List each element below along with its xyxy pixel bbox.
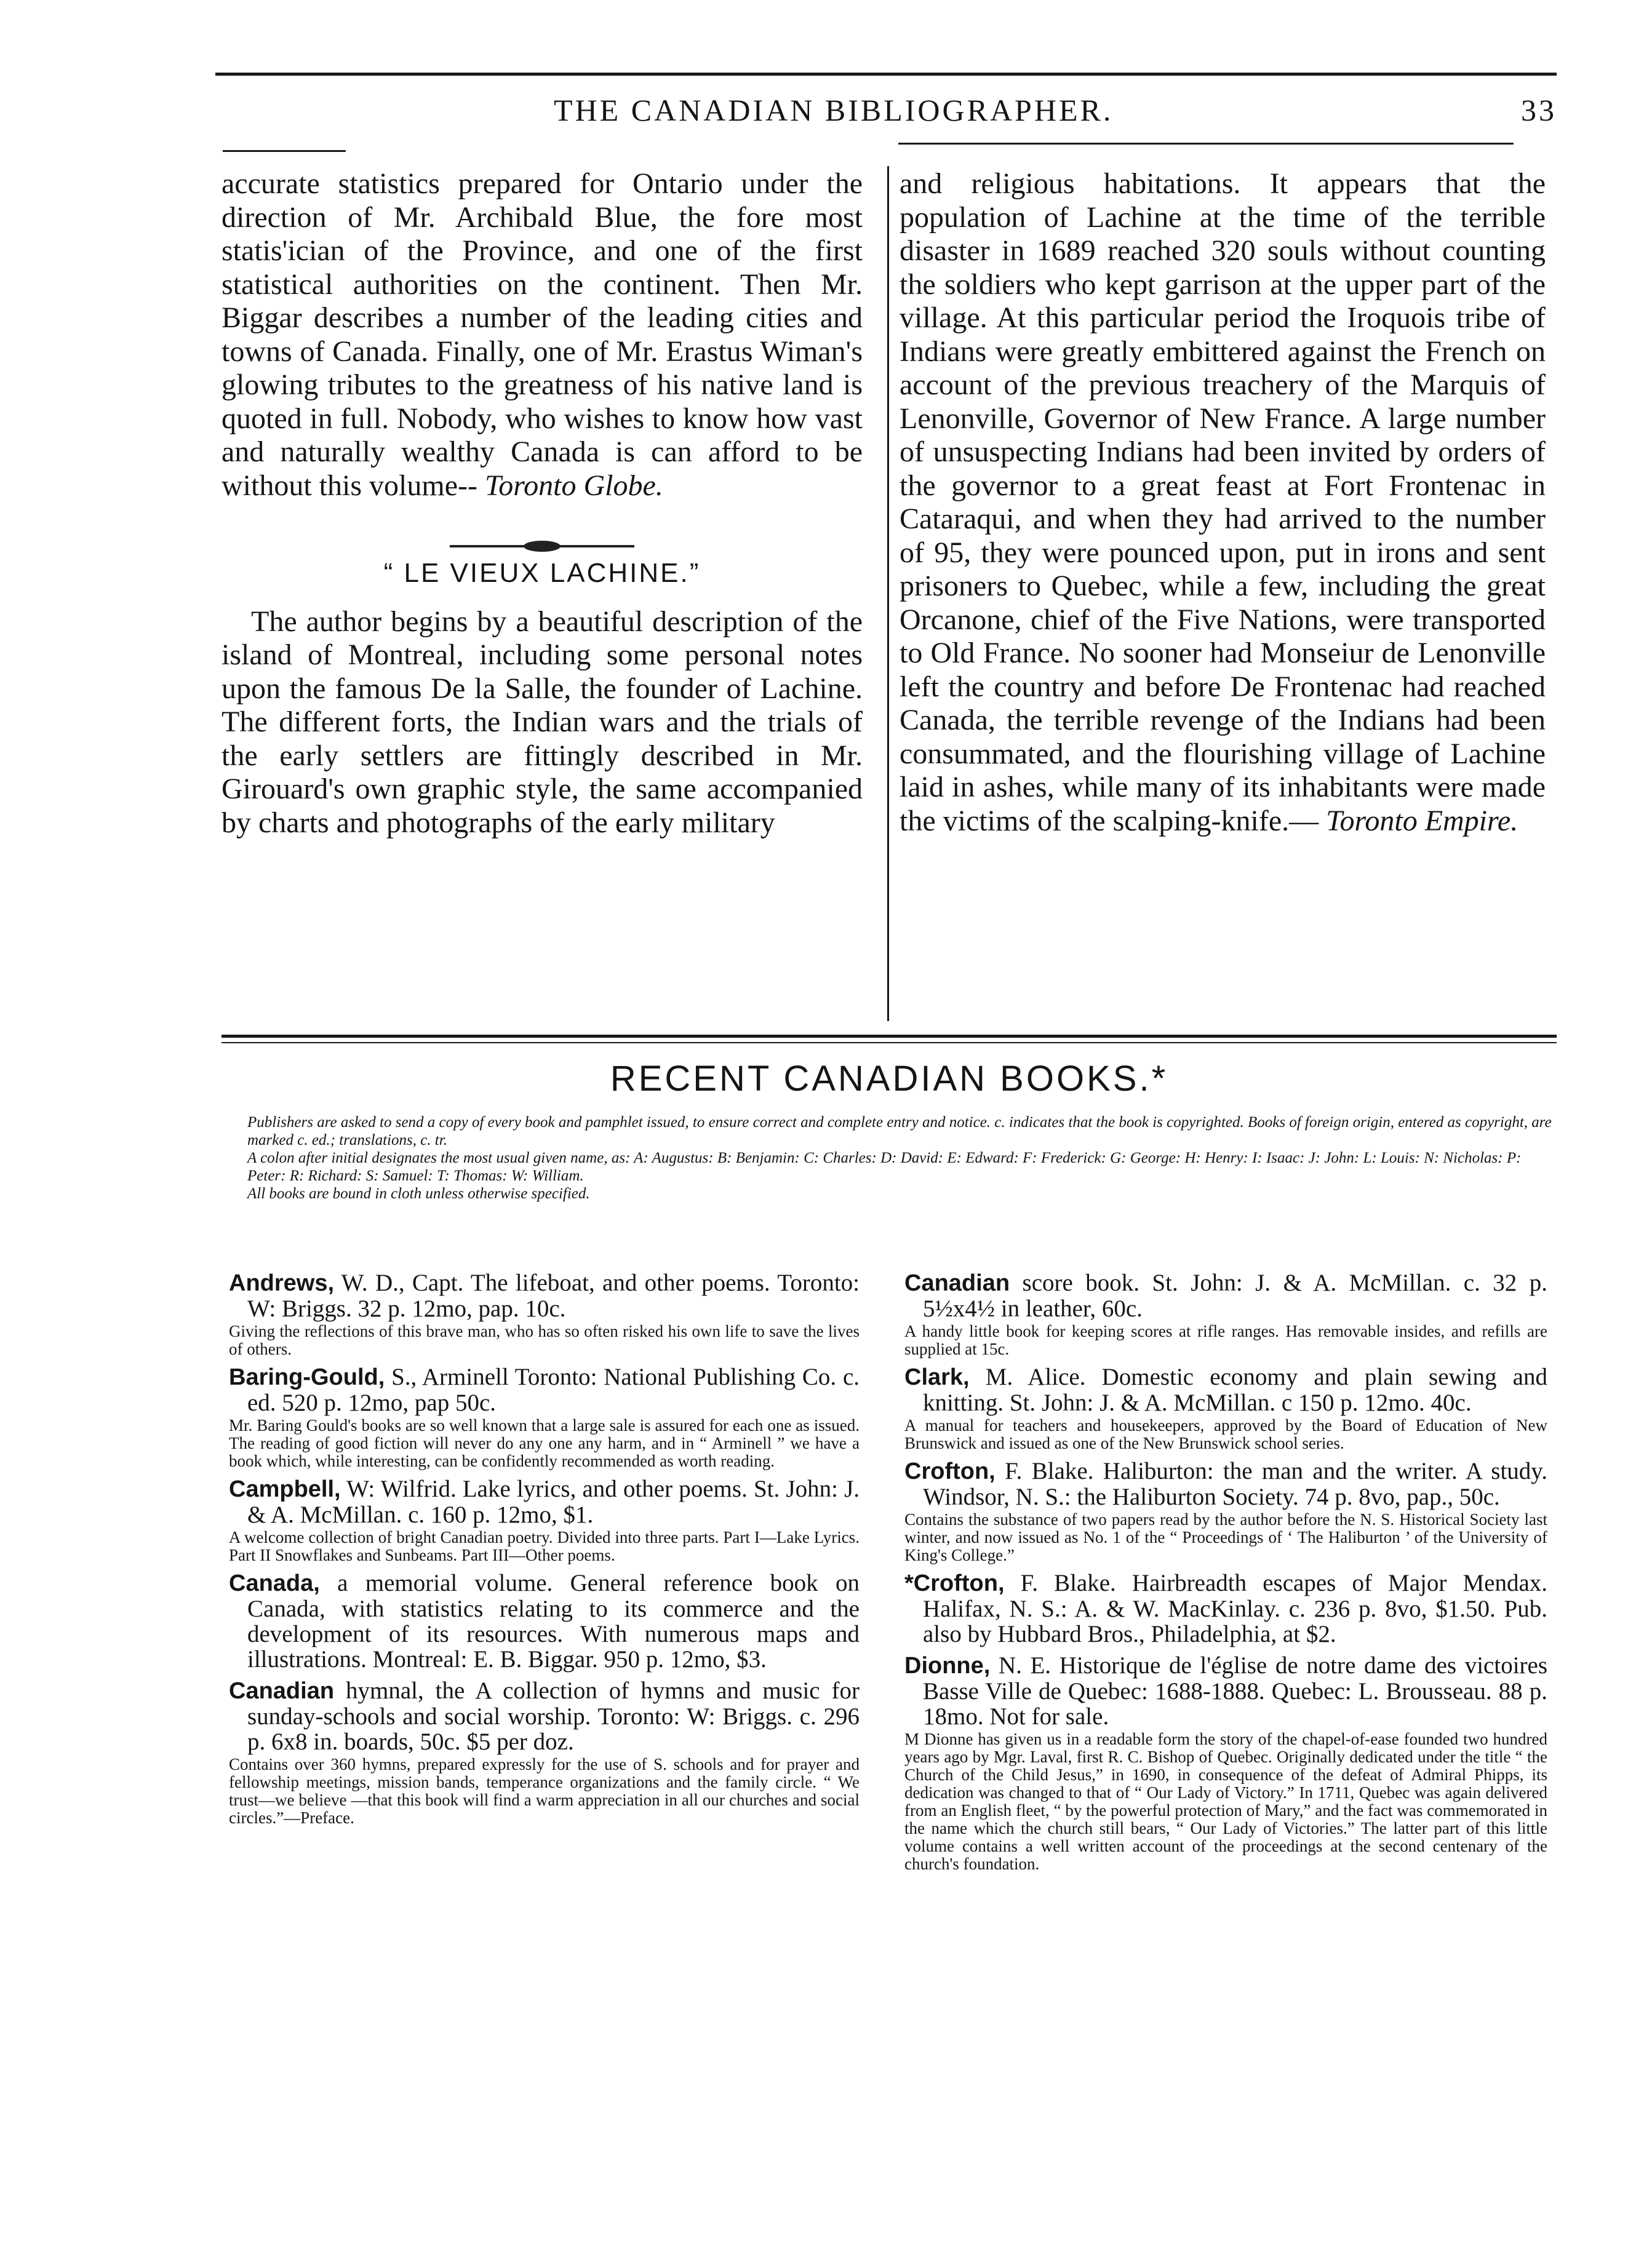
- section-ornament: [221, 527, 863, 539]
- recent-books-title: RECENT CANADIAN BOOKS.*: [610, 1059, 1168, 1099]
- section-rule: [221, 1035, 1557, 1038]
- book-entry: [229, 1570, 860, 1672]
- editorial-notes: [229, 1113, 1552, 1203]
- book-details: M. Alice. Domestic economy and plain sewing and knitting. St. John: J. & A. McMillan. c 150 p. 12mo. 40c.: [923, 1364, 1547, 1416]
- book-note: A manual for teachers and housekeepers, approved by the Board of Education of New Brunswick and issued as one of the New Brunswick school series.: [904, 1416, 1547, 1452]
- book-entry: [229, 1270, 860, 1358]
- book-author: Clark,: [904, 1364, 970, 1390]
- book-entry: [904, 1570, 1547, 1647]
- note-line: Publishers are asked to send a copy of every book and pamphlet issued, to ensure correct and complete entry and notice. c. indicates that the book is copyrighted. Books of foreign origin, entered as copyright, are marked c. ed.; translations, c. tr.: [247, 1114, 1552, 1148]
- book-entry: [229, 1364, 860, 1470]
- source-credit: Toronto Empire.: [1326, 804, 1518, 837]
- book-author: Canadian: [229, 1678, 335, 1704]
- book-details: score book. St. John: J. & A. McMillan. c. 32 p. 5½x4½ in leather, 60c.: [923, 1270, 1548, 1322]
- book-author: Dionne,: [904, 1653, 991, 1679]
- book-note: Mr. Baring Gould's books are so well known that a large sale is assured for each one as issued. The reading of good fiction will never do any one any harm, and in “ Arminell ” we have a book which, while interesting, can be confidently recommended as worth reading.: [229, 1416, 860, 1470]
- header-rule-left: [223, 150, 346, 152]
- right-column: [900, 167, 1546, 838]
- body-paragraph: accurate statistics prepared for Ontario under the direction of Mr. Archibald Blue, the fore most statis'ician of the Province, and one of the first statistical authorities on the continent. Then Mr. Biggar describes a number of the leading cities and towns of Canada. Finally, one of Mr. Erastus Wiman's glowing tributes to the greatness of his native land is quoted in full. Nobody, who wishes to know how vast and naturally wealthy Canada is can afford to be without this volume-- Toronto Globe.: [221, 167, 863, 502]
- book-entry: [904, 1270, 1547, 1358]
- book-details: W. D., Capt. The lifeboat, and other poems. Toronto: W: Briggs. 32 p. 12mo, pap. 10c.: [247, 1270, 860, 1322]
- page-title: THE CANADIAN BIBLIOGRAPHER.: [554, 93, 1114, 127]
- body-paragraph: The author begins by a beautiful description of the island of Montreal, including some personal notes upon the famous De la Salle, the founder of Lachine. The different forts, the Indian wars and the trials of the early settlers are fittingly described in Mr. Girouard's own graphic style, the same accompanied by charts and photographs of the early military: [221, 605, 863, 839]
- source-credit: Toronto Globe.: [484, 469, 663, 502]
- running-header: [221, 92, 1557, 135]
- book-note: Giving the reflections of this brave man, who has so often risked his own life to save the lives of others.: [229, 1322, 860, 1358]
- book-note: A handy little book for keeping scores at rifle ranges. Has removable insides, and refills are supplied at 15c.: [904, 1322, 1547, 1358]
- book-note: Contains the substance of two papers read by the author before the N. S. Historical Society last winter, and now issued as No. 1 of the “ Proceedings of ‘ The Haliburton ’ of the University of King's College.”: [904, 1510, 1547, 1564]
- section-heading: “ LE VIEUX LACHINE.”: [383, 558, 701, 588]
- column-divider: [887, 166, 889, 1021]
- book-author: Canadian: [904, 1270, 1010, 1296]
- header-rule-right: [898, 143, 1514, 145]
- book-details: F. Blake. Haliburton: the man and the writer. A study. Windsor, N. S.: the Haliburton Society. 74 p. 8vo, pap., 50c.: [923, 1458, 1547, 1510]
- book-note: A welcome collection of bright Canadian poetry. Divided into three parts. Part I—Lake Lyrics. Part II Snowflakes and Sunbeams. Part III—Other poems.: [229, 1528, 860, 1564]
- book-author: *Crofton,: [904, 1570, 1005, 1596]
- books-left-column: [229, 1270, 860, 1833]
- note-line: All books are bound in cloth unless otherwise specified.: [247, 1185, 590, 1202]
- top-rule: [215, 73, 1557, 76]
- note-line: A colon after initial designates the most usual given name, as: A: Augustus: B: Benjamin: C: Charles: D: David: E: Edward: F: Frederick: G: George: H: Henry: I: Isaac: J: John: L: Louis: N: Nicholas: P: Peter: R: Richard: S: Samuel: T: Thomas: W: William.: [247, 1150, 1522, 1184]
- book-entry: [904, 1653, 1547, 1873]
- page-number: 33: [1521, 93, 1557, 127]
- book-note: Contains over 360 hymns, prepared expressly for the use of S. schools and for prayer and fellowship meetings, mission bands, temperance organizations and the family circle. “ We trust—we believe —that this book will find a warm appreciation in all our churches and social circles.”—Preface.: [229, 1755, 860, 1827]
- section-rule-thin: [221, 1042, 1557, 1043]
- book-entry: [904, 1458, 1547, 1564]
- book-details: S., Arminell Toronto: National Publishing Co. c. ed. 520 p. 12mo, pap 50c.: [247, 1364, 860, 1416]
- left-column: [221, 167, 863, 840]
- book-details: F. Blake. Hairbreadth escapes of Major Mendax. Halifax, N. S.: A. & W. MacKinlay. c. 236 p. 8vo, $1.50. Pub. also by Hubbard Bros., Philadelphia, at $2.: [923, 1570, 1547, 1647]
- book-author: Campbell,: [229, 1476, 341, 1502]
- book-author: Canada,: [229, 1570, 320, 1596]
- book-details: N. E. Historique de l'église de notre dame des victoires Basse Ville de Quebec: 1688-1888. Quebec: L. Brousseau. 88 p. 18mo. Not for sale.: [923, 1652, 1548, 1730]
- book-note: M Dionne has given us in a readable form the story of the chapel-of-ease founded two hundred years ago by Mgr. Laval, first R. C. Bishop of Quebec. Originally dedicated under the title “ the Church of the Child Jesus,” in 1690, in consequence of the defeat of Admiral Phipps, its dedication was changed to that of “ Our Lady of Victory.” In 1711, Quebec was again delivered from an English fleet, “ by the powerful protection of Mary,” and the fact was commemorated in the name which the church still bears, “ Our Lady of Victories.” The latter part of this little volume contains a well written account of the proceedings at the second centenary of the church's foundation.: [904, 1730, 1547, 1873]
- book-author: Crofton,: [904, 1458, 996, 1484]
- book-author: Andrews,: [229, 1270, 335, 1296]
- books-right-column: [904, 1270, 1547, 1879]
- book-details: hymnal, the A collection of hymns and music for sunday-schools and social worship. Toronto: W: Briggs. c. 296 p. 6x8 in. boards, 50c. $5 per doz.: [247, 1677, 860, 1755]
- book-details: a memorial volume. General reference book on Canada, with statistics relating to its commerce and the development of its resources. With numerous maps and illustrations. Montreal: E. B. Biggar. 950 p. 12mo, $3.: [247, 1570, 860, 1673]
- book-entry: [229, 1476, 860, 1564]
- book-author: Baring-Gould,: [229, 1364, 385, 1390]
- book-entry: [904, 1364, 1547, 1452]
- body-paragraph: and religious habitations. It appears that the population of Lachine at the time of the terrible disaster in 1689 reached 320 souls without counting the soldiers who kept garrison at the upper part of the village. At this particular period the Iroquois tribe of Indians were greatly embittered against the French on account of the previous treachery of the Marquis of Lenonville, Governor of New France. A large number of unsuspecting Indians had been invited by orders of the governor to a great feast at Fort Frontenac in Cataraqui, and when they had arrived to the number of 95, they were pounced upon, put in irons and sent prisoners to Quebec, while a few, including the great Orcanone, chief of the Five Nations, were transported to Old France. No sooner had Monseiur de Lenonville left the country and before De Frontenac had reached Canada, the terrible revenge of the Indians had been consummated, and the flourishing village of Lachine laid in ashes, while many of its inhabitants were made the victims of the scalping-knife.— Toronto Empire.: [900, 167, 1546, 837]
- book-details: W: Wilfrid. Lake lyrics, and other poems. St. John: J. & A. McMillan. c. 160 p. 12mo, $1.: [247, 1476, 860, 1528]
- book-entry: [229, 1678, 860, 1827]
